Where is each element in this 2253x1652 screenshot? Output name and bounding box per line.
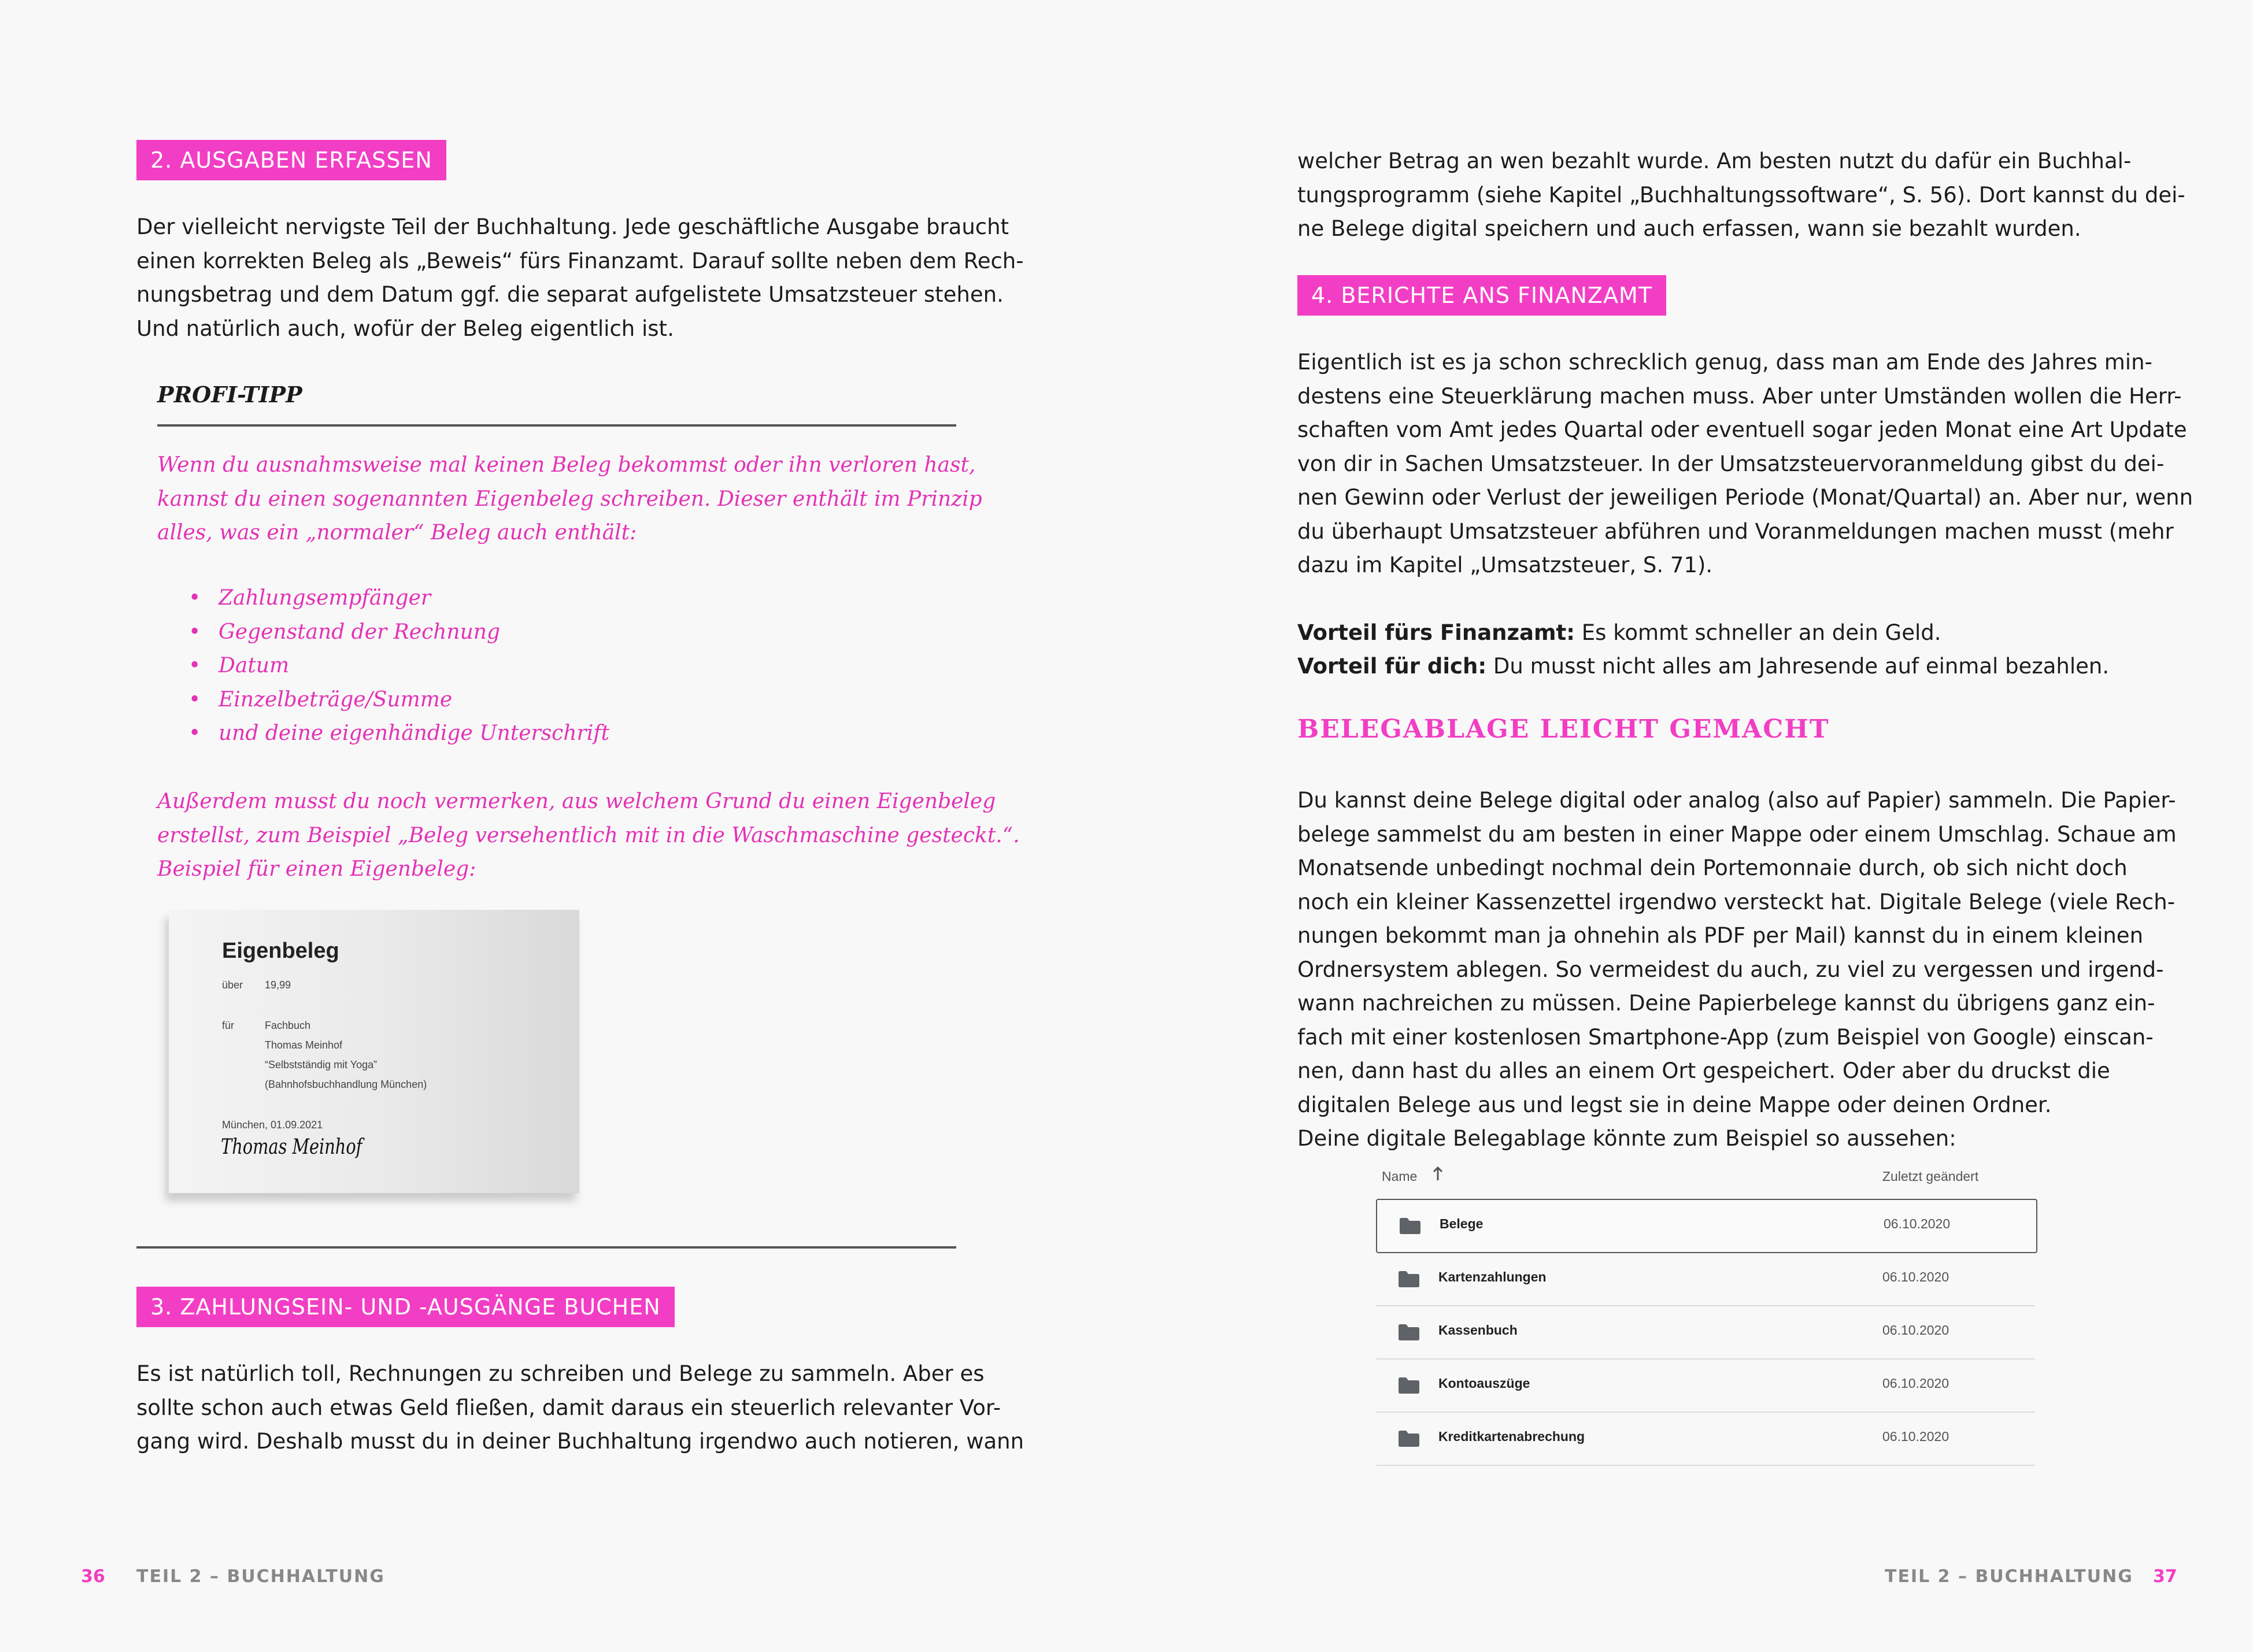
tip-intro — [157, 449, 982, 550]
file-name: Kreditkartenabrechung — [1438, 1429, 1585, 1444]
text-line: digitalen Belege aus und legst sie in deine Mappe oder deinen Ordner. — [1297, 1092, 2052, 1117]
receipt-amount-label: über — [222, 979, 243, 991]
text-line: nen Gewinn oder Verlust der jeweiligen Periode (Monat/Quartal) an. Aber nur, wenn — [1297, 485, 2193, 510]
table-row[interactable] — [1376, 1413, 2035, 1466]
advantage-dich — [1297, 650, 2109, 684]
file-date: 06.10.2020 — [1882, 1323, 1949, 1338]
list-item: • Datum — [188, 649, 609, 683]
text-line: nungsbetrag und dem Datum ggf. die separat aufgelistete Umsatzsteuer stehen. — [136, 282, 1004, 307]
folder-icon — [1398, 1324, 1420, 1341]
section-4-paragraph — [1297, 346, 2193, 583]
tip-line: erstellst, zum Beispiel „Beleg versehentlich mit in die Waschmaschine gesteckt.“. — [157, 823, 1020, 847]
receipt-purpose-line: Fachbuch — [265, 1020, 311, 1031]
file-name: Kontoauszüge — [1438, 1376, 1530, 1391]
text-line: Es ist natürlich toll, Rechnungen zu schreiben und Belege zu sammeln. Aber es — [136, 1361, 985, 1386]
receipt-purpose-line: (Bahnhofsbuchhandlung München) — [265, 1079, 427, 1090]
text-line: fach mit einer kostenlosen Smartphone-App (zum Beispiel von Google) einscan- — [1297, 1024, 2154, 1050]
advantage-finanzamt — [1297, 616, 1941, 650]
folder-icon — [1398, 1430, 1420, 1447]
receipt-signature: Thomas Meinhof — [221, 1135, 362, 1159]
text-line: nungen bekommt man ja ohnehin als PDF per Mail) kannst du in einem kleinen — [1297, 923, 2144, 948]
text-line: dazu im Kapitel „Umsatzsteuer, S. 71). — [1297, 553, 1713, 577]
section-4-tag: 4. BERICHTE ANS FINANZAMT — [1297, 275, 1666, 316]
folder-icon — [1398, 1271, 1420, 1288]
receipt-title: Eigenbeleg — [222, 939, 339, 963]
receipt-place-date: München, 01.09.2021 — [222, 1119, 323, 1131]
file-name: Kassenbuch — [1438, 1323, 1518, 1338]
tip-bullet-list — [188, 581, 609, 751]
column-modified-header[interactable]: Zuletzt geändert — [1882, 1169, 1979, 1184]
column-name-header[interactable]: Name — [1382, 1169, 1418, 1184]
left-page — [0, 0, 1126, 1652]
text-line: einen korrekten Beleg als „Beweis“ fürs Finanzamt. Darauf sollte neben dem Rech- — [136, 248, 1024, 273]
advantage-label: Vorteil fürs Finanzamt: — [1297, 620, 1575, 645]
receipt-amount: 19,99 — [265, 979, 291, 991]
profi-tipp-title: PROFI-TIPP — [157, 381, 302, 408]
tip-line: kannst du einen sogenannten Eigenbeleg schreiben. Dieser enthält im Prinzip — [157, 487, 982, 511]
running-footer: TEIL 2 – BUCHHALTUNG — [136, 1566, 385, 1587]
table-row[interactable] — [1376, 1253, 2035, 1306]
belegablage-heading: BELEGABLAGE LEICHT GEMACHT — [1297, 714, 1830, 744]
section-3-paragraph — [136, 1357, 1024, 1459]
tip-bottom-rule — [136, 1246, 956, 1249]
text-line: Eigentlich ist es ja schon schrecklich genug, dass man am Ende des Jahres min- — [1297, 350, 2152, 375]
text-line: du überhaupt Umsatzsteuer abführen und Voranmeldungen machen musst (mehr — [1297, 518, 2174, 544]
text-line: Du kannst deine Belege digital oder analog (also auf Papier) sammeln. Die Papier- — [1297, 788, 2176, 813]
receipt-purpose-line: Thomas Meinhof — [265, 1039, 343, 1051]
tip-line: alles, was ein „normaler“ Beleg auch enthält: — [157, 521, 637, 545]
folder-icon — [1398, 1377, 1420, 1394]
text-line: welcher Betrag an wen bezahlt wurde. Am besten nutzt du dafür ein Buchhal- — [1297, 149, 2132, 173]
page-number: 37 — [2153, 1566, 2177, 1587]
text-line: von dir in Sachen Umsatzsteuer. In der Umsatzsteuervoranmeldung gibst du dei- — [1297, 451, 2165, 476]
receipt-purpose-label: für — [222, 1020, 235, 1031]
file-list — [1376, 1162, 2035, 1468]
table-row[interactable] — [1376, 1360, 2035, 1413]
list-item: • und deine eigenhändige Unterschrift — [188, 717, 609, 751]
text-line: schaften vom Amt jedes Quartal oder eventuell sogar jeden Monat eine Art Update — [1297, 417, 2187, 442]
folder-icon — [1399, 1217, 1421, 1235]
section-2-paragraph — [136, 210, 1024, 346]
section-2-tag: 2. AUSGABEN ERFASSEN — [136, 140, 446, 180]
eigenbeleg-example — [169, 910, 579, 1193]
list-item: • Einzelbeträge/Summe — [188, 683, 609, 717]
text-line: belege sammelst du am besten in einer Mappe oder einem Umschlag. Schaue am — [1297, 821, 2177, 847]
advantage-text: Es kommt schneller an dein Geld. — [1575, 620, 1941, 645]
text-line: tungsprogramm (siehe Kapitel „Buchhaltungssoftware“, S. 56). Dort kannst du dei- — [1297, 182, 2185, 208]
text-line: nen, dann hast du alles an einem Ort gespeichert. Oder aber du druckst die — [1297, 1058, 2110, 1083]
text-line: sollte schon auch etwas Geld fließen, damit daraus ein steuerlich relevanter Vor- — [136, 1395, 1001, 1420]
running-footer: TEIL 2 – BUCHHALTUNG — [1885, 1566, 2133, 1587]
tip-outro — [157, 785, 1020, 887]
text-line: noch ein kleiner Kassenzettel irgendwo versteckt hat. Digitale Belege (viele Rech- — [1297, 889, 2176, 914]
text-line: Deine digitale Belegablage könnte zum Beispiel so aussehen: — [1297, 1126, 1956, 1151]
text-line: gang wird. Deshalb musst du in deiner Buchhaltung irgendwo auch notieren, wann — [136, 1429, 1024, 1454]
file-date: 06.10.2020 — [1882, 1429, 1949, 1444]
file-name: Kartenzahlungen — [1438, 1269, 1547, 1284]
arrow-up-icon[interactable] — [1431, 1164, 1444, 1187]
tip-top-rule — [157, 424, 956, 427]
page-number: 36 — [81, 1566, 105, 1587]
text-line: Und natürlich auch, wofür der Beleg eigentlich ist. — [136, 316, 674, 341]
advantage-text: Du musst nicht alles am Jahresende auf einmal bezahlen. — [1486, 654, 2110, 679]
text-line: wann nachreichen zu müssen. Deine Papierbelege kannst du übrigens ganz ein- — [1297, 991, 2155, 1016]
list-item: • Gegenstand der Rechnung — [188, 616, 609, 650]
text-line: Monatsende unbedingt nochmal dein Portemonnaie durch, ob sich nicht doch — [1297, 855, 2128, 880]
belegablage-paragraph — [1297, 784, 2177, 1156]
text-line: destens eine Steuerklärung machen muss. Aber unter Umständen wollen die Herr- — [1297, 383, 2182, 409]
continued-paragraph — [1297, 145, 2185, 246]
receipt-purpose-line: “Selbstständig mit Yoga” — [265, 1059, 378, 1071]
file-name: Belege — [1440, 1216, 1483, 1231]
file-date: 06.10.2020 — [1884, 1216, 1951, 1231]
section-3-tag: 3. ZAHLUNGSEIN- UND -AUSGÄNGE BUCHEN — [136, 1287, 675, 1327]
table-row[interactable] — [1376, 1306, 2035, 1360]
tip-line: Wenn du ausnahmsweise mal keinen Beleg bekommst oder ihn verloren hast, — [157, 453, 976, 477]
list-item: • Zahlungsempfänger — [188, 581, 609, 616]
text-line: Ordnersystem ablegen. So vermeidest du auch, zu viel zu vergessen und irgend- — [1297, 957, 2164, 982]
table-row[interactable] — [1376, 1199, 2037, 1253]
file-date: 06.10.2020 — [1882, 1376, 1949, 1391]
file-date: 06.10.2020 — [1882, 1269, 1949, 1284]
tip-line: Außerdem musst du noch vermerken, aus welchem Grund du einen Eigenbeleg — [157, 790, 996, 813]
text-line: Der vielleicht nervigste Teil der Buchhaltung. Jede geschäftliche Ausgabe braucht — [136, 214, 1009, 239]
tip-line: Beispiel für einen Eigenbeleg: — [157, 857, 476, 881]
file-list-header — [1376, 1162, 2035, 1191]
advantage-label: Vorteil für dich: — [1297, 654, 1487, 679]
text-line: ne Belege digital speichern und auch erfassen, wann sie bezahlt wurden. — [1297, 216, 2081, 241]
